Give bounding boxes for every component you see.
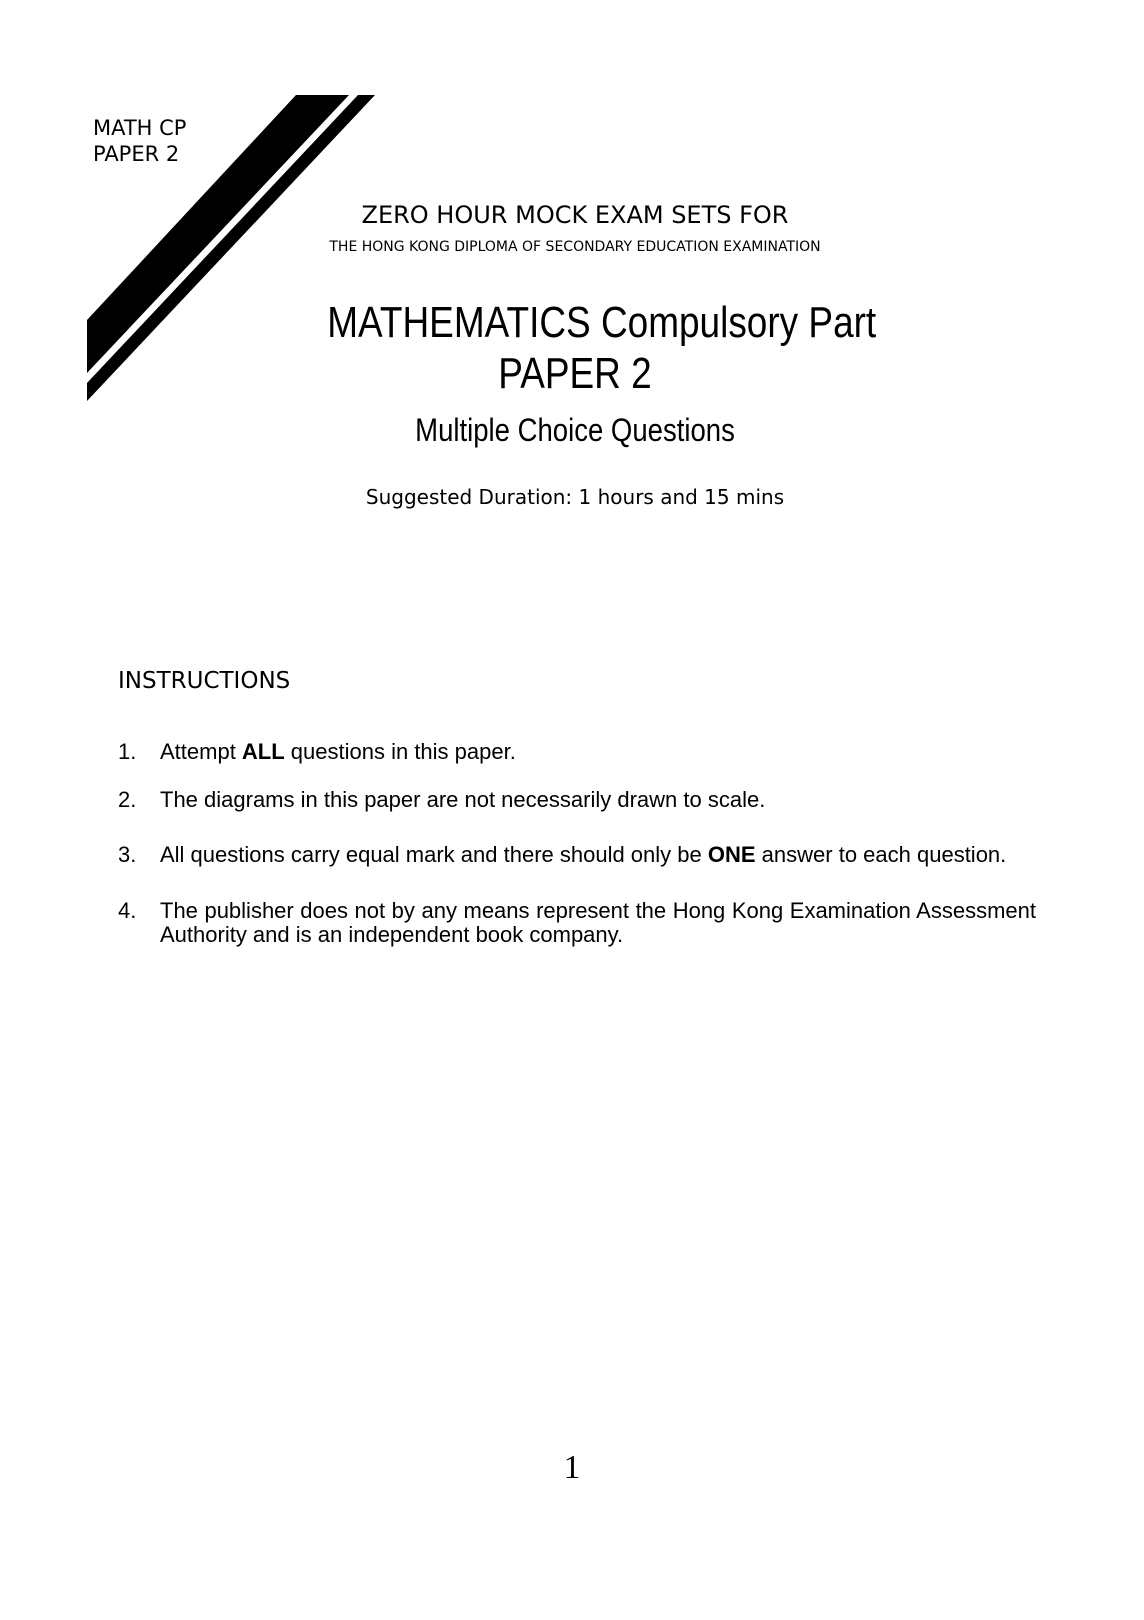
corner-label-line1: MATH CP bbox=[93, 116, 187, 140]
corner-label bbox=[93, 115, 186, 167]
instruction-emphasis: ALL bbox=[241, 739, 285, 764]
instruction-number: 4. bbox=[118, 898, 137, 923]
instruction-item bbox=[118, 843, 1036, 867]
page-number: 1 bbox=[563, 1449, 581, 1486]
corner-label-line2: PAPER 2 bbox=[93, 142, 180, 166]
instruction-item bbox=[118, 788, 1036, 812]
section-title: Multiple Choice Questions bbox=[415, 412, 735, 448]
instruction-text-after: questions in this paper. bbox=[284, 739, 516, 764]
paper-title: PAPER 2 bbox=[498, 349, 652, 398]
instruction-item bbox=[118, 899, 1036, 947]
instruction-text: The publisher does not by any means represent the Hong Kong Examination Assessment Authority and is an independent book company. bbox=[160, 898, 1036, 947]
instruction-text-before: All questions carry equal mark and there should only be bbox=[160, 842, 708, 867]
instructions-heading: INSTRUCTIONS bbox=[118, 668, 291, 694]
instruction-number: 1. bbox=[118, 739, 137, 764]
suggested-duration: Suggested Duration: 1 hours and 15 mins bbox=[365, 485, 785, 509]
instruction-emphasis: ONE bbox=[707, 842, 756, 867]
instruction-text-before: Attempt bbox=[160, 739, 242, 764]
series-title: ZERO HOUR MOCK EXAM SETS FOR bbox=[361, 201, 789, 229]
instructions-list bbox=[118, 740, 1036, 947]
instruction-number: 2. bbox=[118, 787, 137, 812]
series-subtitle: THE HONG KONG DIPLOMA OF SECONDARY EDUCATION EXAMINATION bbox=[329, 239, 821, 255]
instruction-item bbox=[118, 740, 1036, 764]
instruction-text-after: answer to each question. bbox=[755, 842, 1007, 867]
main-title: MATHEMATICS Compulsory Part bbox=[327, 298, 877, 347]
instruction-number: 3. bbox=[118, 842, 137, 867]
instruction-text: The diagrams in this paper are not necessarily drawn to scale. bbox=[160, 787, 766, 812]
